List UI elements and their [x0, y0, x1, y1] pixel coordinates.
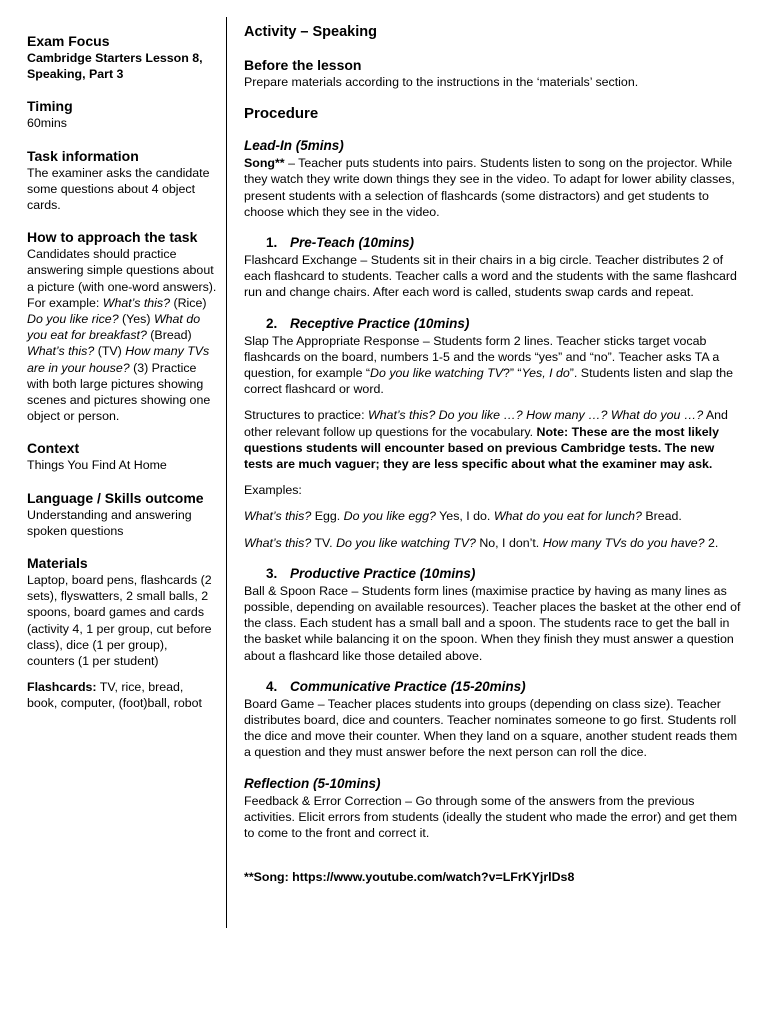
structures-list: What’s this? Do you like …? How many …? What do you …? [367, 408, 704, 423]
lead-in-body: – Teacher puts students into pairs. Students listen to song on the projector. While they watch they write down things they see in the video. To adapt for lower ability classes, present students with a selection of flashcards (some distractors) and get students to choose which they see in the video. [244, 156, 735, 219]
language-skills-heading: Language / Skills outcome [27, 489, 204, 506]
flashcards-text [27, 679, 217, 711]
example-question: What’s this? [102, 295, 171, 310]
approach-text-part: Candidates should practice answering simple questions about a picture (with one-word answers). For example: [27, 247, 217, 310]
structures-note: Note: These are the most likely questions students will encounter based on previous Cambridge tests. The new tests are much vaguer; they are less specific about what the examiner may ask. [244, 424, 719, 472]
step-title: Receptive Practice (10mins) [290, 315, 470, 331]
step-number: 1. [266, 235, 278, 251]
text-part: ?” “ [502, 366, 522, 381]
example-answer: Bread. [641, 509, 682, 524]
example-question: What’s this? [27, 344, 95, 359]
example-answer: Egg. [311, 509, 344, 524]
before-lesson-text: Prepare materials according to the instructions in the ‘materials’ section. [244, 75, 639, 89]
communicative-practice-heading [266, 678, 744, 696]
text-part: Structures to practice: [244, 408, 368, 423]
text-part: And other relevant follow up questions for the vocabulary. [244, 408, 728, 439]
timing-section [27, 98, 217, 131]
timing-heading: Timing [27, 98, 73, 115]
productive-practice-heading [266, 565, 744, 583]
language-skills-section [27, 490, 217, 539]
step-title: Communicative Practice (15-20mins) [290, 678, 526, 694]
task-information-section [27, 148, 217, 214]
task-information-value: The examiner asks the candidate some questions about 4 object cards. [27, 165, 210, 213]
step-number: 2. [266, 315, 278, 331]
example-line-1 [244, 508, 744, 524]
structures-text [244, 407, 744, 472]
materials-value: Laptop, board pens, flashcards (2 sets), flyswatters, 2 small balls, 2 spoons, board games and cards (activity 4, 1 per group, cut before class), dice (1 per group), counters (1 per student) [27, 573, 212, 669]
exam-focus-heading: Exam Focus [27, 33, 110, 49]
step-title: Pre-Teach (10mins) [290, 235, 415, 251]
flashcards-section [27, 679, 217, 711]
example-line-2 [244, 535, 744, 551]
step-title: Productive Practice (10mins) [290, 565, 476, 581]
lesson-overview-column [27, 33, 217, 728]
example-question: How many TVs are in your house? [27, 344, 210, 375]
approach-text-part: (3) Practice with both large pictures showing scenes and pictures showing one object or person. [27, 360, 211, 424]
productive-practice-text: Ball & Spoon Race – Students form lines (maximise practice by having as many lines as possible, depending on available resources). Teacher places the basket at the other end of the class. Each student has a small ball and a spoon. The students race to get the ball in the basket while balancing it on the spoon. When they finish they must answer a question about a flashcard like those detailed above. [244, 583, 741, 663]
pre-teach-heading [266, 234, 744, 252]
procedure-heading: Procedure [244, 105, 319, 123]
song-link[interactable]: **Song: https://www.youtube.com/watch?v=LFrKYjrlDs8 [244, 870, 575, 885]
text-part: ”. Students listen and slap the correct flashcard or word. [244, 366, 734, 397]
lead-in-text [244, 155, 744, 220]
before-lesson-heading: Before the lesson [244, 57, 362, 73]
flashcards-label: Flashcards: [27, 680, 97, 695]
step-number: 4. [266, 678, 278, 694]
lead-in-heading: Lead-In (5mins) [244, 138, 344, 154]
example-question: What’s this? [244, 509, 312, 524]
column-divider [226, 17, 227, 928]
timing-value: 60mins [27, 116, 67, 131]
reflection-heading: Reflection (5-10mins) [244, 775, 381, 791]
example-answer: TV. [311, 535, 337, 550]
exam-focus-value: Cambridge Starters Lesson 8, Speaking, Part 3 [27, 51, 203, 82]
example-question: What do you eat for breakfast? [27, 312, 201, 343]
context-section [27, 440, 217, 473]
approach-text-part: (Bread) [146, 328, 192, 343]
context-heading: Context [27, 440, 80, 457]
exam-focus-section [27, 33, 217, 82]
approach-text-part: (Rice) [170, 295, 207, 310]
language-skills-value: Understanding and answering spoken questions [27, 507, 192, 538]
pre-teach-text: Flashcard Exchange – Students sit in their chairs in a big circle. Teacher distributes 2 of each flashcard to students. Teacher calls a word and the students with the same flashcard run and change chairs. After each word is called, students swap cards and repeat. [244, 253, 737, 300]
approach-heading: How to approach the task [27, 229, 198, 246]
example-question: Do you like rice? [27, 312, 119, 327]
example-answer: Yes, I do. [435, 509, 494, 524]
example-answer: 2. [704, 535, 719, 550]
activity-column [244, 22, 744, 886]
approach-text-part: (Yes) [118, 312, 154, 327]
context-value: Things You Find At Home [27, 458, 167, 473]
example-question: How many TVs do you have? [542, 535, 705, 550]
example-question: Do you like watching TV? [336, 535, 476, 550]
step-number: 3. [266, 565, 278, 581]
receptive-practice-heading [266, 315, 744, 333]
approach-section [27, 229, 217, 424]
example-question: What’s this? [244, 535, 312, 550]
example-question: What do you eat for lunch? [493, 509, 642, 524]
communicative-practice-text: Board Game – Teacher places students into groups (depending on class size). Teacher distributes board, dice and counters. Teacher nominates someone to go first. Students roll the dice and move their counter. When they land on a square, another student reads them a question and they must answer before the next person can roll the dice. [244, 696, 738, 760]
approach-text [27, 246, 217, 424]
reflection-text: Feedback & Error Correction – Go through some of the answers from the previous activities. Elicit errors from students (ideally the student who made the error) and get them to come to the front and correct it. [244, 793, 738, 841]
example-answer: No, I don’t. [475, 535, 543, 550]
examples-label: Examples: [244, 483, 302, 498]
materials-section [27, 555, 217, 669]
example-question: Do you like egg? [343, 509, 436, 524]
example-answer: Yes, I do [521, 366, 570, 381]
flashcards-value: TV, rice, bread, book, computer, (foot)ball, robot [27, 680, 202, 711]
materials-heading: Materials [27, 555, 88, 572]
approach-text-part: (TV) [94, 344, 126, 359]
task-information-heading: Task information [27, 147, 139, 164]
receptive-practice-text [244, 333, 744, 398]
activity-title: Activity – Speaking [244, 24, 377, 40]
text-part: Slap The Appropriate Response – Students form 2 lines. Teacher sticks target vocab flashcards on the board, numbers 1-5 and the words “yes” and “no”. Teacher asks TA a question, for example “ [244, 333, 720, 381]
example-question: Do you like watching TV [370, 366, 503, 381]
song-label: Song** [244, 156, 285, 171]
